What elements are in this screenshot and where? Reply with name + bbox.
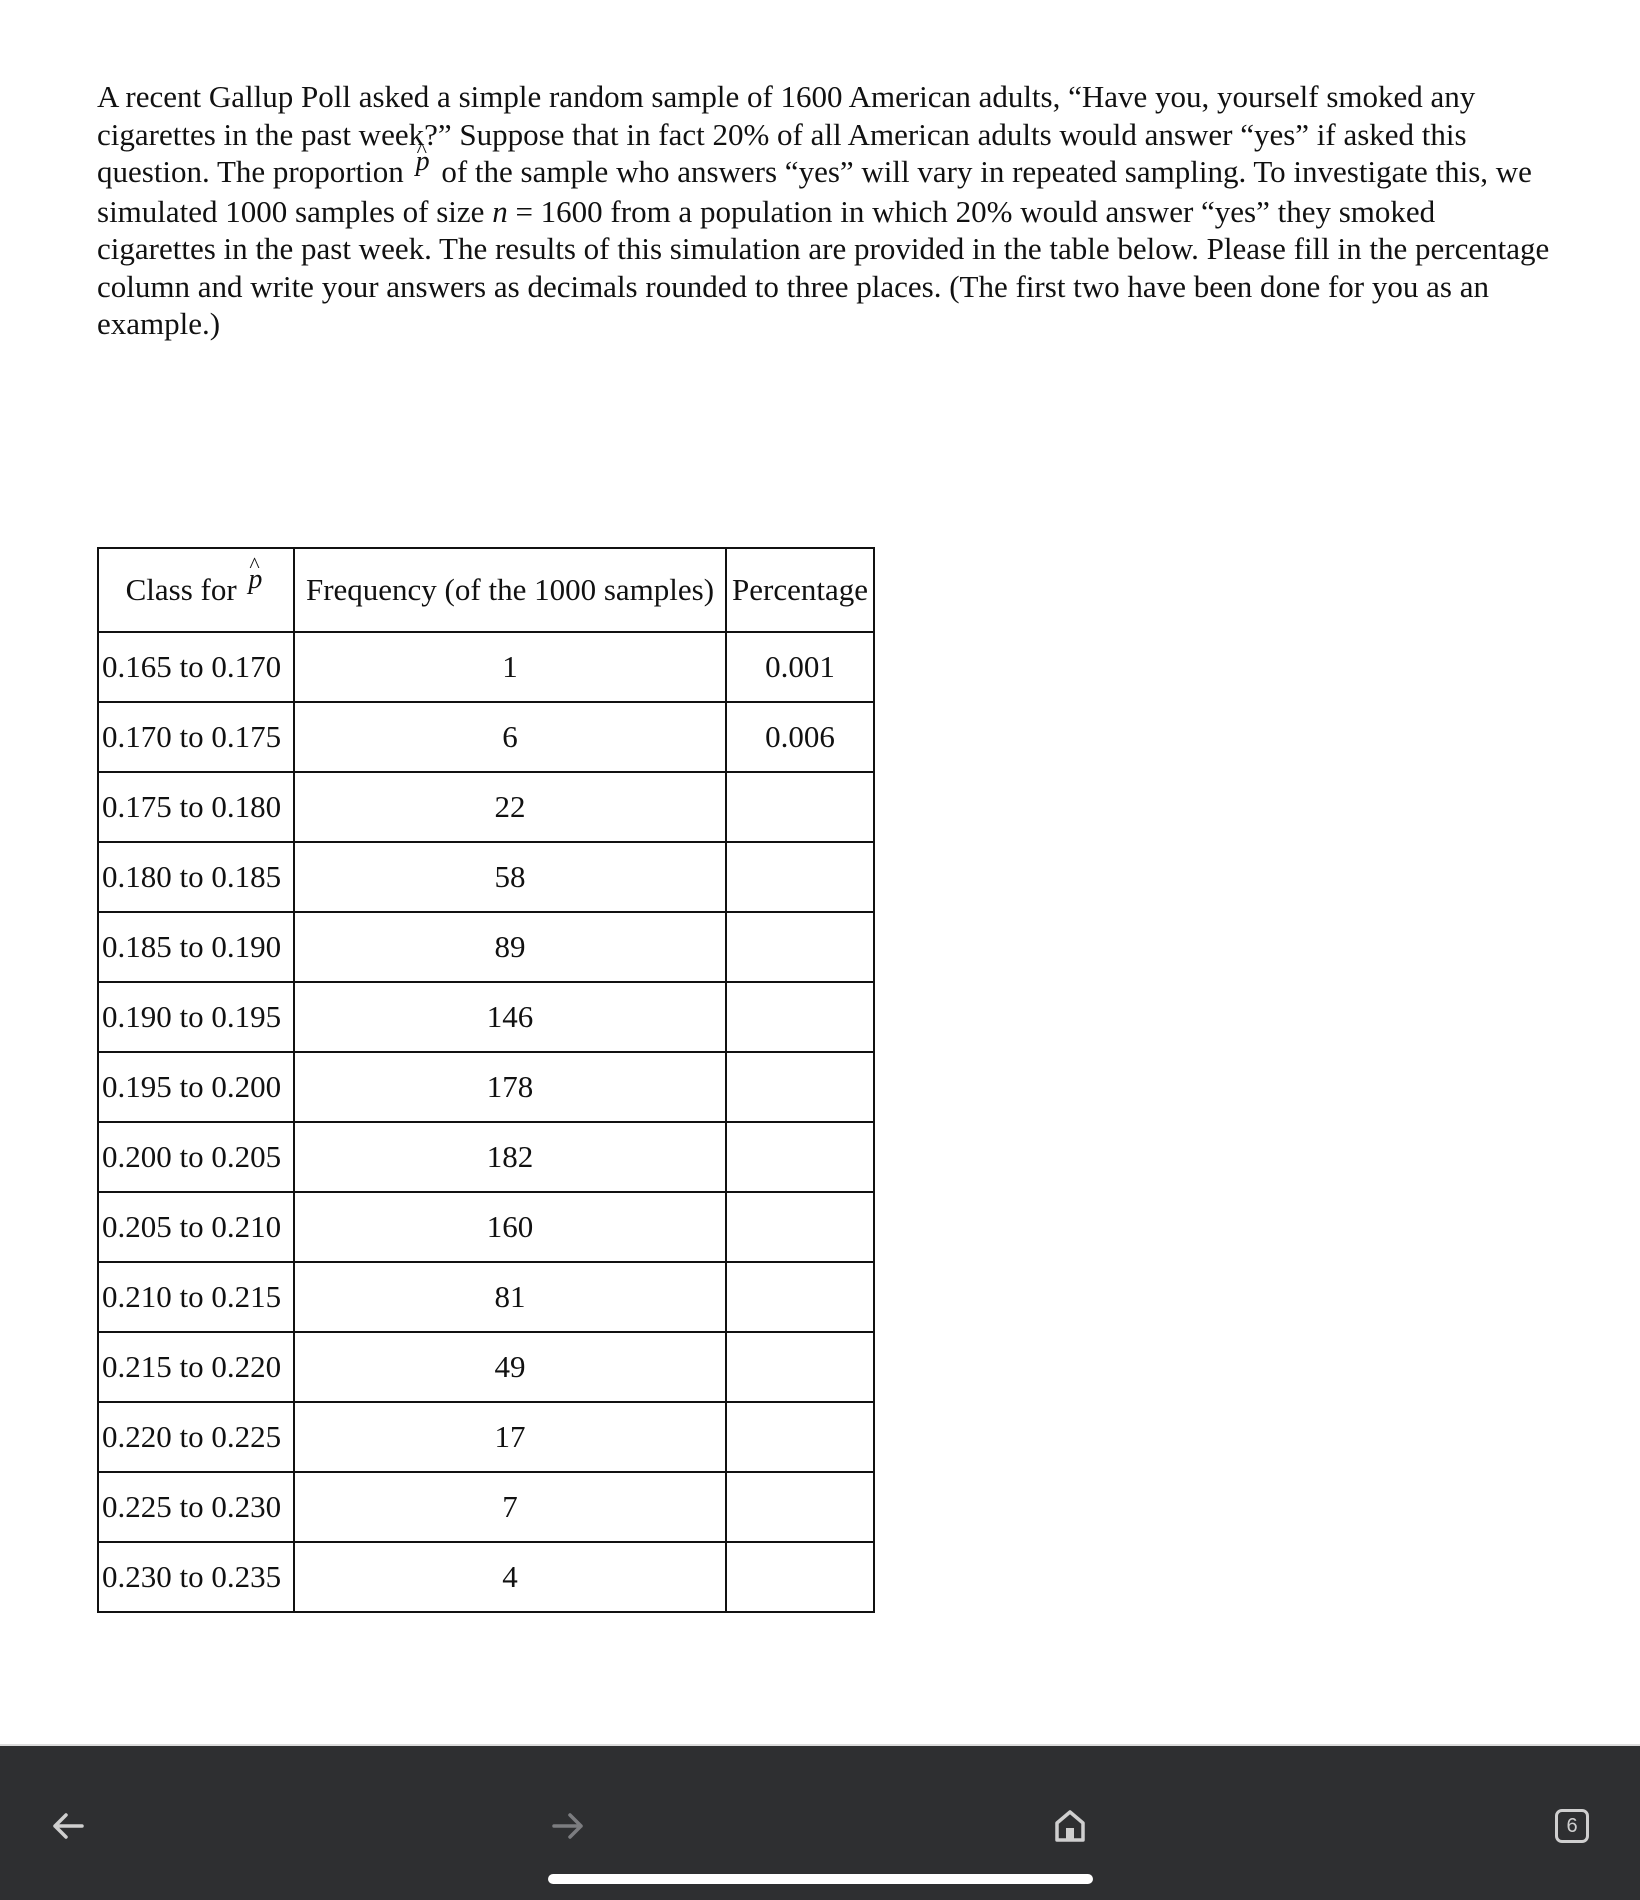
- percentage-cell[interactable]: [726, 1332, 874, 1402]
- class-cell: 0.215 to 0.220: [98, 1332, 294, 1402]
- n-symbol: n: [492, 193, 508, 229]
- home-button[interactable]: [1040, 1796, 1100, 1856]
- problem-text-part3: = 1600 from a population in which 20% would answer “yes” they smoked cigarettes in the past week. The results of this simulation are provided in the table below. Please fill in the percentage column and write your answers as decimals rounded to three places. (The first two have been done for you as an example.): [97, 193, 1550, 341]
- percentage-cell[interactable]: 0.006: [726, 702, 874, 772]
- class-cell: 0.190 to 0.195: [98, 982, 294, 1052]
- table-row: [98, 1192, 874, 1262]
- percentage-cell[interactable]: [726, 842, 874, 912]
- class-cell: 0.210 to 0.215: [98, 1262, 294, 1332]
- frequency-cell: 58: [294, 842, 726, 912]
- header-percentage: Percentage: [726, 548, 874, 632]
- class-cell: 0.230 to 0.235: [98, 1542, 294, 1612]
- percentage-cell[interactable]: [726, 1472, 874, 1542]
- p-hat-symbol: ^ p: [412, 143, 434, 181]
- problem-statement: [97, 78, 1557, 343]
- percentage-cell[interactable]: 0.001: [726, 632, 874, 702]
- table-row: [98, 1402, 874, 1472]
- frequency-cell: 49: [294, 1332, 726, 1402]
- frequency-cell: 6: [294, 702, 726, 772]
- table-row: [98, 982, 874, 1052]
- frequency-cell: 146: [294, 982, 726, 1052]
- class-cell: 0.200 to 0.205: [98, 1122, 294, 1192]
- percentage-cell[interactable]: [726, 1122, 874, 1192]
- percentage-cell[interactable]: [726, 982, 874, 1052]
- tabs-icon: 6: [1555, 1809, 1589, 1843]
- table-row: [98, 1332, 874, 1402]
- back-arrow-icon: [48, 1806, 88, 1846]
- table-row: [98, 842, 874, 912]
- header-class: Class for ^ p: [98, 548, 294, 632]
- frequency-cell: 7: [294, 1472, 726, 1542]
- back-button[interactable]: [38, 1796, 98, 1856]
- frequency-cell: 81: [294, 1262, 726, 1332]
- frequency-cell: 89: [294, 912, 726, 982]
- header-frequency: Frequency (of the 1000 samples): [294, 548, 726, 632]
- class-cell: 0.220 to 0.225: [98, 1402, 294, 1472]
- percentage-cell[interactable]: [726, 1542, 874, 1612]
- frequency-cell: 1: [294, 632, 726, 702]
- percentage-cell[interactable]: [726, 1402, 874, 1472]
- class-cell: 0.205 to 0.210: [98, 1192, 294, 1262]
- frequency-cell: 17: [294, 1402, 726, 1472]
- problem-text: [97, 78, 1557, 343]
- frequency-cell: 182: [294, 1122, 726, 1192]
- class-cell: 0.195 to 0.200: [98, 1052, 294, 1122]
- class-cell: 0.165 to 0.170: [98, 632, 294, 702]
- percentage-cell[interactable]: [726, 772, 874, 842]
- percentage-cell[interactable]: [726, 1192, 874, 1262]
- home-icon: [1050, 1806, 1090, 1846]
- frequency-cell: 22: [294, 772, 726, 842]
- percentage-cell[interactable]: [726, 912, 874, 982]
- bottom-navigation-bar: [0, 1744, 1640, 1900]
- forward-arrow-icon: [548, 1806, 588, 1846]
- table-row: [98, 632, 874, 702]
- class-cell: 0.185 to 0.190: [98, 912, 294, 982]
- table-row: [98, 772, 874, 842]
- class-cell: 0.225 to 0.230: [98, 1472, 294, 1542]
- frequency-cell: 4: [294, 1542, 726, 1612]
- frequency-cell: 160: [294, 1192, 726, 1262]
- table-row: [98, 1472, 874, 1542]
- forward-button[interactable]: [538, 1796, 598, 1856]
- table-row: [98, 912, 874, 982]
- class-cell: 0.175 to 0.180: [98, 772, 294, 842]
- percentage-cell[interactable]: [726, 1052, 874, 1122]
- table-body: [98, 632, 874, 1612]
- problem-text-part1: A recent Gallup Poll asked a simple random sample of 1600 American adults, “Have you, yourself smoked any cigarettes in the past week?” Suppose that in fact 20% of all American adults would answer “yes” if asked this question. The proportion: [97, 79, 1476, 189]
- percentage-cell[interactable]: [726, 1262, 874, 1332]
- problem-text-part2: of the sample who answers “yes” will vary in repeated sampling. To investigate this, we simulated 1000 samples of size: [97, 154, 1532, 229]
- gesture-home-indicator[interactable]: [548, 1874, 1093, 1884]
- table-header-row: [98, 548, 874, 632]
- tabs-button[interactable]: [1542, 1796, 1602, 1856]
- table-row: [98, 1262, 874, 1332]
- table-row: [98, 1122, 874, 1192]
- table-row: [98, 1542, 874, 1612]
- table-row: [98, 1052, 874, 1122]
- header-p-hat-symbol: ^ p: [244, 564, 266, 596]
- frequency-cell: 178: [294, 1052, 726, 1122]
- class-cell: 0.170 to 0.175: [98, 702, 294, 772]
- simulation-table: [97, 547, 875, 1613]
- table-row: [98, 702, 874, 772]
- class-cell: 0.180 to 0.185: [98, 842, 294, 912]
